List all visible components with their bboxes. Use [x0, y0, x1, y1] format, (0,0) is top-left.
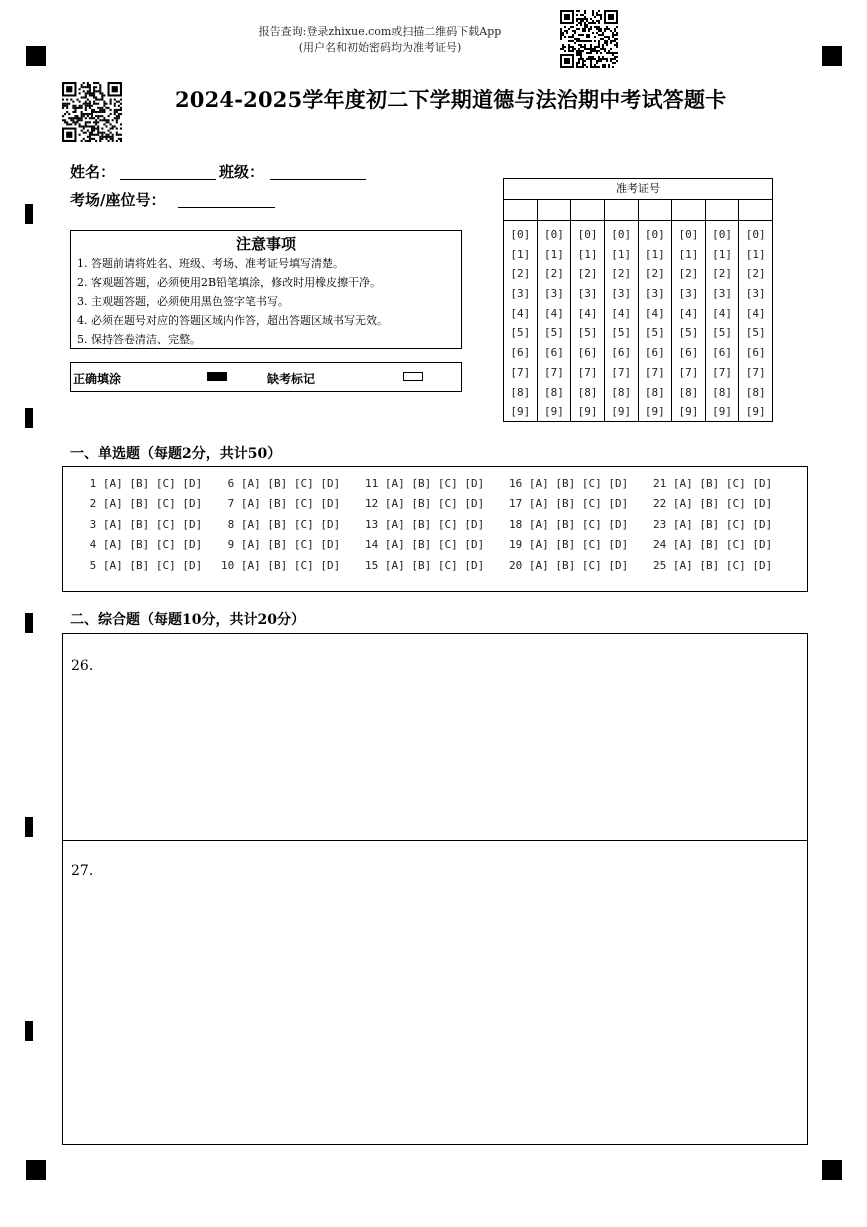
- question-number: 21: [653, 477, 667, 490]
- question-row[interactable]: [83, 477, 202, 497]
- answer-options[interactable]: [A] [B] [C] [D]: [240, 538, 341, 552]
- question-row[interactable]: [221, 497, 340, 517]
- report-query-line2: (用户名和初始密码均为准考证号): [298, 41, 462, 54]
- question-column: [221, 477, 340, 579]
- question-row[interactable]: [365, 497, 484, 517]
- class-label: 班级：: [219, 163, 265, 181]
- admission-digit-bubble[interactable]: [7]: [644, 365, 665, 379]
- answer-options[interactable]: [A] [B] [C] [D]: [384, 517, 485, 531]
- admission-digit-bubble[interactable]: [9]: [745, 405, 766, 419]
- admission-digit-bubble[interactable]: [7]: [544, 365, 564, 379]
- question-row[interactable]: [221, 538, 340, 558]
- admission-digit-bubble[interactable]: [6]: [644, 346, 665, 360]
- admission-digit-bubble[interactable]: [6]: [678, 346, 699, 360]
- admission-digit-bubble[interactable]: [9]: [544, 405, 564, 419]
- admission-digit-bubble[interactable]: [0]: [544, 228, 564, 241]
- question-row[interactable]: [365, 477, 484, 497]
- admission-digit-bubble[interactable]: [0]: [712, 228, 732, 241]
- admission-digit-bubble[interactable]: [5]: [712, 326, 732, 340]
- admission-digit-bubble[interactable]: [4]: [510, 306, 531, 320]
- corner-mark-top-left: [26, 46, 46, 66]
- admission-digit-bubble[interactable]: [2]: [644, 267, 665, 281]
- answer-options[interactable]: [A] [B] [C] [D]: [528, 477, 629, 490]
- admission-digit-bubble[interactable]: [7]: [577, 365, 598, 379]
- question-row[interactable]: [509, 497, 628, 517]
- admission-digit-bubble[interactable]: [7]: [712, 365, 732, 379]
- answer-options[interactable]: [A] [B] [C] [D]: [240, 477, 341, 490]
- admission-digit-bubble[interactable]: [4]: [611, 306, 632, 320]
- admission-digit-write-cell[interactable]: [571, 200, 604, 221]
- admission-digit-bubble[interactable]: [8]: [678, 385, 699, 399]
- admission-digit-bubble[interactable]: [3]: [745, 287, 766, 301]
- admission-digit-bubble[interactable]: [0]: [644, 228, 665, 241]
- admission-digit-column: [672, 200, 706, 421]
- question-row[interactable]: [653, 518, 772, 538]
- question-row[interactable]: [221, 559, 340, 579]
- question-row[interactable]: [221, 477, 340, 497]
- question-number: 17: [509, 497, 523, 511]
- admission-digit-bubble[interactable]: [0]: [577, 228, 598, 241]
- question-row[interactable]: [509, 559, 628, 579]
- admission-digit-bubble[interactable]: [7]: [678, 365, 699, 379]
- question-number: 20: [509, 558, 523, 572]
- admission-digit-bubble[interactable]: [8]: [745, 385, 766, 399]
- admission-digit-bubble[interactable]: [2]: [712, 267, 732, 281]
- corner-mark-top-right: [822, 46, 842, 66]
- admission-digit-bubble[interactable]: [6]: [712, 346, 732, 360]
- question-row[interactable]: [365, 559, 484, 579]
- admission-digit-bubble[interactable]: [4]: [544, 306, 564, 320]
- admission-digit-write-cell[interactable]: [605, 200, 638, 221]
- admission-digit-bubble[interactable]: [2]: [544, 267, 564, 281]
- question-number: 12: [365, 497, 379, 511]
- admission-digit-bubble[interactable]: [4]: [577, 306, 598, 320]
- answer-options[interactable]: [A] [B] [C] [D]: [102, 497, 203, 511]
- question-row[interactable]: [365, 538, 484, 558]
- timing-mark: [25, 204, 33, 224]
- qr-code-icon[interactable]: [560, 10, 618, 68]
- admission-digit-write-cell[interactable]: [706, 200, 739, 221]
- admission-digit-write-cell[interactable]: [639, 200, 672, 221]
- question-number: 18: [509, 517, 523, 531]
- admission-digit-bubble[interactable]: [5]: [544, 326, 564, 340]
- admission-digit-write-cell[interactable]: [672, 200, 705, 221]
- notice-title: 注意事项: [235, 235, 296, 253]
- name-field[interactable]: [120, 179, 216, 180]
- admission-digit-bubble[interactable]: [5]: [644, 326, 665, 340]
- question-number: 7: [227, 497, 235, 511]
- admission-digit-bubble[interactable]: [1]: [544, 247, 564, 261]
- question-number: 2: [89, 497, 97, 511]
- timing-mark: [25, 613, 33, 633]
- room-seat-field[interactable]: [178, 207, 275, 208]
- fill-example-box: [70, 362, 462, 392]
- admission-digit-bubble[interactable]: [5]: [678, 326, 699, 340]
- admission-digit-bubble[interactable]: [1]: [678, 247, 699, 261]
- section2-title: 二、综合题（每题10分，共计20分）: [70, 612, 305, 628]
- admission-digit-bubble[interactable]: [3]: [577, 287, 598, 301]
- admission-digit-bubble[interactable]: [1]: [611, 247, 632, 261]
- admission-digit-bubble[interactable]: [3]: [712, 287, 732, 301]
- answer-options[interactable]: [A] [B] [C] [D]: [102, 538, 203, 552]
- admission-digit-bubble[interactable]: [2]: [510, 267, 531, 281]
- question-number: 19: [509, 538, 523, 552]
- question-row[interactable]: [653, 538, 772, 558]
- admission-digit-column: [639, 200, 673, 421]
- absent-mark-label: 缺考标记: [267, 372, 316, 386]
- admission-digit-column: [504, 200, 538, 421]
- answer-options[interactable]: [A] [B] [C] [D]: [672, 517, 773, 531]
- admission-digit-bubble[interactable]: [9]: [577, 405, 598, 419]
- question-number: 15: [365, 558, 379, 572]
- question-number: 23: [653, 517, 667, 531]
- admission-digit-bubble[interactable]: [2]: [611, 267, 632, 281]
- admission-digit-bubble[interactable]: [9]: [611, 405, 632, 419]
- absent-mark-box[interactable]: [403, 372, 423, 381]
- admission-digit-bubble[interactable]: [8]: [544, 385, 564, 399]
- answer-area-26[interactable]: [62, 633, 808, 841]
- admission-digit-bubble[interactable]: [3]: [510, 287, 531, 301]
- admission-digit-bubble[interactable]: [1]: [712, 247, 732, 261]
- question-column: [509, 477, 628, 579]
- admission-digit-bubble[interactable]: [3]: [544, 287, 564, 301]
- admission-digit-bubble[interactable]: [9]: [678, 405, 699, 419]
- answer-options[interactable]: [A] [B] [C] [D]: [528, 538, 629, 552]
- answer-options[interactable]: [A] [B] [C] [D]: [240, 517, 341, 531]
- admission-digit-bubble[interactable]: [8]: [577, 385, 598, 399]
- admission-digit-bubble[interactable]: [1]: [577, 247, 598, 261]
- admission-digit-bubble[interactable]: [5]: [577, 326, 598, 340]
- admission-digit-bubble[interactable]: [3]: [678, 287, 699, 301]
- answer-options[interactable]: [A] [B] [C] [D]: [384, 497, 485, 511]
- admission-digit-column: [739, 200, 772, 421]
- answer-options[interactable]: [A] [B] [C] [D]: [672, 477, 773, 490]
- admission-digit-bubble[interactable]: [8]: [510, 385, 531, 399]
- admission-number-grid: [504, 200, 772, 421]
- question-number: 6: [227, 477, 235, 490]
- question-number: 10: [221, 558, 235, 572]
- admission-digit-column: [538, 200, 572, 421]
- notice-list: [71, 254, 461, 349]
- question-row[interactable]: [653, 497, 772, 517]
- admission-digit-bubble[interactable]: [1]: [644, 247, 665, 261]
- question-number: 25: [653, 558, 667, 572]
- admission-digit-bubble[interactable]: [4]: [678, 306, 699, 320]
- admission-number-title: 准考证号: [504, 179, 772, 200]
- question-column: [83, 477, 202, 579]
- admission-digit-bubble[interactable]: [6]: [510, 346, 531, 360]
- admission-digit-bubble[interactable]: [4]: [644, 306, 665, 320]
- answer-options[interactable]: [A] [B] [C] [D]: [384, 558, 485, 572]
- question-number: 1: [89, 477, 97, 490]
- question-number: 22: [653, 497, 667, 511]
- admission-digit-bubble[interactable]: [3]: [611, 287, 632, 301]
- correct-fill-sample: [207, 372, 227, 381]
- answer-options[interactable]: [A] [B] [C] [D]: [528, 558, 629, 572]
- section1-title: 一、单选题（每题2分，共计50）: [70, 446, 282, 462]
- admission-digit-bubble[interactable]: [5]: [745, 326, 766, 340]
- admission-digit-bubble[interactable]: [6]: [745, 346, 766, 360]
- question-number: 5: [89, 558, 97, 572]
- admission-digit-column: [605, 200, 639, 421]
- corner-mark-bottom-left: [26, 1160, 46, 1180]
- question-row[interactable]: [509, 477, 628, 497]
- admission-digit-bubble[interactable]: [2]: [745, 267, 766, 281]
- question-row[interactable]: [365, 518, 484, 538]
- answer-options[interactable]: [A] [B] [C] [D]: [528, 497, 629, 511]
- admission-digit-bubble[interactable]: [2]: [678, 267, 699, 281]
- admission-digit-bubble[interactable]: [8]: [712, 385, 732, 399]
- question-number-26: 26.: [71, 658, 94, 674]
- notice-item: 3. 主观题答题，必须使用黑色签字笔书写。: [77, 295, 289, 308]
- notice-item: 5. 保持答卷清洁、完整。: [77, 333, 201, 346]
- class-field[interactable]: [270, 179, 366, 180]
- report-query-line1: 报告查询:登录zhixue.com或扫描二维码下载App: [258, 25, 502, 38]
- question-number-27: 27.: [71, 863, 94, 879]
- question-number: 9: [227, 538, 235, 552]
- corner-mark-bottom-right: [822, 1160, 842, 1180]
- question-number: 11: [365, 477, 379, 490]
- name-label: 姓名：: [70, 163, 116, 181]
- admission-digit-column: [571, 200, 605, 421]
- answer-options[interactable]: [A] [B] [C] [D]: [528, 517, 629, 531]
- answer-options[interactable]: [A] [B] [C] [D]: [384, 477, 485, 490]
- question-column: [653, 477, 772, 579]
- question-number: 24: [653, 538, 667, 552]
- notice-item: 2. 客观题答题，必须使用2B铅笔填涂，修改时用橡皮擦干净。: [77, 276, 382, 289]
- admission-digit-bubble[interactable]: [7]: [510, 365, 531, 379]
- admission-digit-bubble[interactable]: [7]: [611, 365, 632, 379]
- admission-digit-bubble[interactable]: [7]: [745, 365, 766, 379]
- question-row[interactable]: [83, 559, 202, 579]
- notice-item: 4. 必须在题号对应的答题区域内作答，超出答题区域书写无效。: [77, 314, 388, 327]
- admission-digit-bubble[interactable]: [6]: [611, 346, 632, 360]
- question-row[interactable]: [83, 538, 202, 558]
- admission-digit-bubble[interactable]: [0]: [611, 228, 632, 241]
- notice-item: 1. 答题前请将姓名、班级、考场、准考证号填写清楚。: [77, 257, 344, 270]
- admission-digit-bubble[interactable]: [6]: [544, 346, 564, 360]
- question-row[interactable]: [221, 518, 340, 538]
- answer-options[interactable]: [A] [B] [C] [D]: [240, 497, 341, 511]
- admission-digit-bubble[interactable]: [1]: [510, 247, 531, 261]
- admission-digit-bubble[interactable]: [3]: [644, 287, 665, 301]
- correct-fill-label: 正确填涂: [73, 372, 122, 386]
- question-number: 8: [227, 517, 235, 531]
- question-number: 13: [365, 517, 379, 531]
- page-title: 2024-2025学年度初二下学期道德与法治期中考试答题卡: [175, 87, 727, 112]
- admission-digit-bubble[interactable]: [5]: [510, 326, 531, 340]
- admission-digit-bubble[interactable]: [6]: [577, 346, 598, 360]
- answer-options[interactable]: [A] [B] [C] [D]: [672, 558, 773, 572]
- admission-digit-bubble[interactable]: [9]: [712, 405, 732, 419]
- question-row[interactable]: [83, 497, 202, 517]
- answer-options[interactable]: [A] [B] [C] [D]: [102, 477, 203, 490]
- question-row[interactable]: [83, 518, 202, 538]
- answer-options[interactable]: [A] [B] [C] [D]: [384, 538, 485, 552]
- qr-code-icon: [62, 82, 122, 142]
- admission-digit-bubble[interactable]: [0]: [745, 228, 766, 241]
- admission-number-box: [503, 178, 773, 422]
- multiple-choice-box: [62, 466, 808, 592]
- admission-digit-bubble[interactable]: [4]: [712, 306, 732, 320]
- question-number: 14: [365, 538, 379, 552]
- admission-digit-bubble[interactable]: [9]: [510, 405, 531, 419]
- question-row[interactable]: [653, 559, 772, 579]
- admission-digit-bubble[interactable]: [0]: [510, 228, 531, 241]
- question-row[interactable]: [509, 518, 628, 538]
- question-number: 3: [89, 517, 97, 531]
- answer-options[interactable]: [A] [B] [C] [D]: [672, 497, 773, 511]
- report-query-note: [240, 24, 520, 56]
- admission-digit-write-cell[interactable]: [739, 200, 772, 221]
- admission-digit-bubble[interactable]: [8]: [611, 385, 632, 399]
- question-number: 16: [509, 477, 523, 490]
- answer-area-27[interactable]: [62, 839, 808, 1145]
- admission-digit-write-cell[interactable]: [504, 200, 537, 221]
- admission-digit-bubble[interactable]: [4]: [745, 306, 766, 320]
- question-column: [365, 477, 484, 579]
- admission-digit-column: [706, 200, 740, 421]
- answer-options[interactable]: [A] [B] [C] [D]: [240, 558, 341, 572]
- answer-options[interactable]: [A] [B] [C] [D]: [102, 558, 203, 572]
- timing-mark: [25, 817, 33, 837]
- admission-digit-bubble[interactable]: [1]: [745, 247, 766, 261]
- question-number: 4: [89, 538, 97, 552]
- timing-mark: [25, 1021, 33, 1041]
- timing-mark: [25, 408, 33, 428]
- admission-digit-bubble[interactable]: [9]: [644, 405, 665, 419]
- admission-digit-bubble[interactable]: [5]: [611, 326, 632, 340]
- answer-options[interactable]: [A] [B] [C] [D]: [102, 517, 203, 531]
- answer-options[interactable]: [A] [B] [C] [D]: [672, 538, 773, 552]
- room-seat-label: 考场/座位号：: [70, 191, 166, 209]
- admission-digit-bubble[interactable]: [2]: [577, 267, 598, 281]
- question-row[interactable]: [509, 538, 628, 558]
- admission-digit-bubble[interactable]: [0]: [678, 228, 699, 241]
- admission-digit-bubble[interactable]: [8]: [644, 385, 665, 399]
- question-row[interactable]: [653, 477, 772, 497]
- notice-box: [70, 230, 462, 349]
- admission-digit-write-cell[interactable]: [538, 200, 571, 221]
